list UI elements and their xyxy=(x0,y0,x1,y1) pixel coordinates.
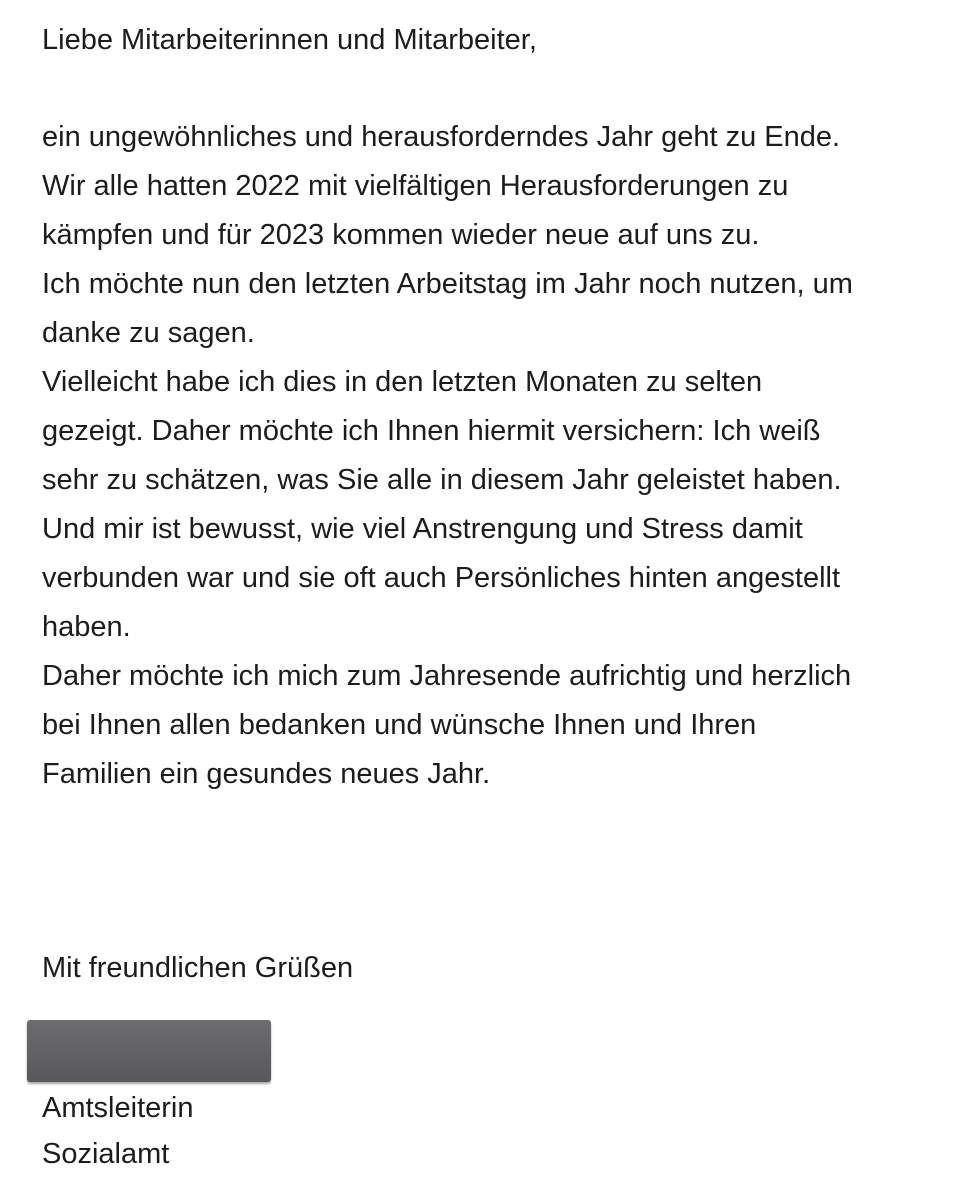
letter-body-line: Wir alle hatten 2022 mit vielfältigen Herausforderungen zu xyxy=(42,170,789,202)
letter-body-line: bei Ihnen allen bedanken und wünsche Ihnen und Ihren xyxy=(42,709,757,741)
letter-body-line: kämpfen und für 2023 kommen wieder neue auf uns zu. xyxy=(42,219,760,251)
letter-body-line: Daher möchte ich mich zum Jahresende aufrichtig und herzlich xyxy=(42,660,852,692)
letter-body-line: danke zu sagen. xyxy=(42,317,255,349)
letter-body-line: Vielleicht habe ich dies in den letzten Monaten zu selten xyxy=(42,366,763,398)
letter-body-line: Und mir ist bewusst, wie viel Anstrengung und Stress damit xyxy=(42,513,803,545)
letter-body-line: Familien ein gesundes neues Jahr. xyxy=(42,758,491,790)
signature-department: Sozialamt xyxy=(42,1138,170,1170)
signature-title: Amtsleiterin xyxy=(42,1092,194,1124)
letter-body-line: sehr zu schätzen, was Sie alle in diesem Jahr geleistet haben. xyxy=(42,464,842,496)
letter-body-line: gezeigt. Daher möchte ich Ihnen hiermit versichern: Ich weiß xyxy=(42,415,821,447)
letter-body-line: Ich möchte nun den letzten Arbeitstag im Jahr noch nutzen, um xyxy=(42,268,853,300)
redacted-signature-name xyxy=(27,1020,271,1082)
letter-body-line: haben. xyxy=(42,611,131,643)
letter-salutation: Liebe Mitarbeiterinnen und Mitarbeiter, xyxy=(42,24,537,56)
letter-closing: Mit freundlichen Grüßen xyxy=(42,952,354,984)
letter-body-line: verbunden war und sie oft auch Persönliches hinten angestellt xyxy=(42,562,841,594)
letter-body-line: ein ungewöhnliches und herausforderndes Jahr geht zu Ende. xyxy=(42,121,841,153)
